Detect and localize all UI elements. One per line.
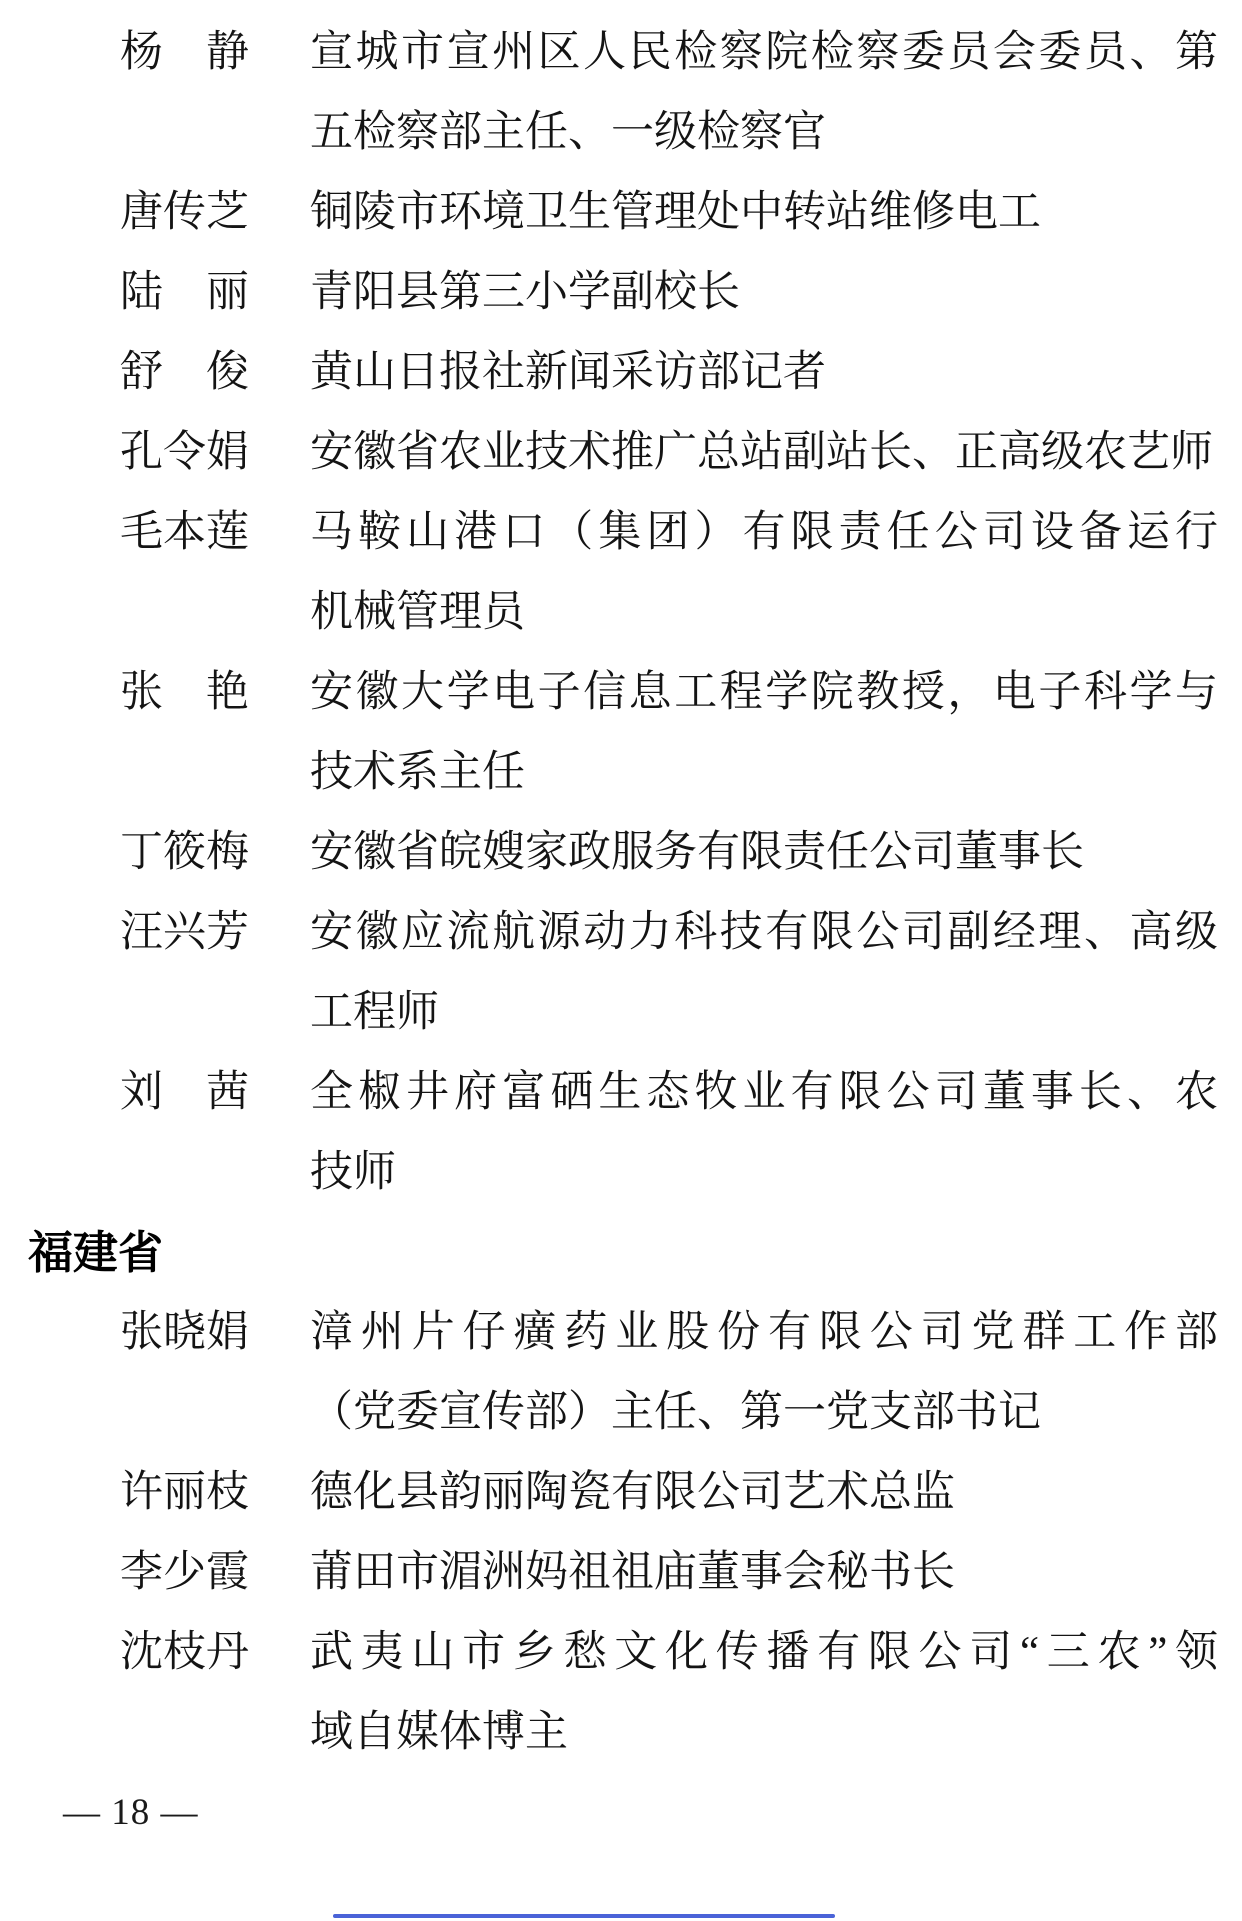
occupation-line: 安徽大学电子信息工程学院教授，电子科学与 bbox=[310, 669, 1218, 716]
entry-occupation bbox=[310, 333, 1218, 413]
entry-occupation bbox=[310, 813, 1218, 893]
entry-name: 舒 俊 bbox=[120, 349, 249, 396]
occupation-line: 工程师 bbox=[310, 989, 439, 1036]
entry-name: 唐传芝 bbox=[120, 189, 249, 236]
occupation-line: 武夷山市乡愁文化传播有限公司“三农”领 bbox=[310, 1629, 1218, 1676]
entry-name: 李少霞 bbox=[120, 1549, 249, 1596]
entry-name: 汪兴芳 bbox=[120, 909, 249, 956]
occupation-line: 安徽省皖嫂家政服务有限责任公司董事长 bbox=[310, 829, 1084, 876]
occupation-line: 安徽省农业技术推广总站副站长、正高级农艺师 bbox=[310, 429, 1213, 476]
occupation-line: 莆田市湄洲妈祖祖庙董事会秘书长 bbox=[310, 1549, 955, 1596]
entry-occupation bbox=[310, 13, 1218, 173]
occupation-line: 宣城市宣州区人民检察院检察委员会委员、第 bbox=[310, 29, 1218, 76]
entry-name: 毛本莲 bbox=[120, 509, 249, 556]
page-number: — 18 — bbox=[63, 1792, 199, 1833]
roster-entry bbox=[0, 253, 1242, 333]
entry-occupation bbox=[310, 413, 1218, 493]
entry-name: 张晓娟 bbox=[120, 1309, 249, 1356]
occupation-line: 漳州片仔癀药业股份有限公司党群工作部 bbox=[310, 1309, 1218, 1356]
occupation-line: 青阳县第三小学副校长 bbox=[310, 269, 740, 316]
entry-name: 陆 丽 bbox=[120, 269, 249, 316]
entry-name: 张 艳 bbox=[120, 669, 249, 716]
roster-entry bbox=[0, 1053, 1242, 1213]
occupation-line: 全椒井府富硒生态牧业有限公司董事长、农 bbox=[310, 1069, 1218, 1116]
entry-occupation bbox=[310, 1533, 1218, 1613]
entry-name: 刘 茜 bbox=[120, 1069, 249, 1116]
roster-list bbox=[0, 13, 1242, 1773]
roster-entry bbox=[0, 1613, 1242, 1773]
entry-occupation bbox=[310, 1053, 1218, 1213]
occupation-line: 安徽应流航源动力科技有限公司副经理、高级 bbox=[310, 909, 1218, 956]
roster-entry bbox=[0, 173, 1242, 253]
entry-name: 沈枝丹 bbox=[120, 1629, 249, 1676]
occupation-line: 铜陵市环境卫生管理处中转站维修电工 bbox=[310, 189, 1041, 236]
roster-entry bbox=[0, 813, 1242, 893]
occupation-line: 五检察部主任、一级检察官 bbox=[310, 109, 826, 156]
entry-name: 杨 静 bbox=[120, 29, 249, 76]
roster-entry bbox=[0, 333, 1242, 413]
entry-occupation bbox=[310, 893, 1218, 1053]
entry-occupation bbox=[310, 253, 1218, 333]
occupation-line: 技术系主任 bbox=[310, 749, 525, 796]
roster-entry bbox=[0, 1293, 1242, 1453]
entry-occupation bbox=[310, 173, 1218, 253]
section-header: 福建省 bbox=[28, 1227, 164, 1278]
roster-entry bbox=[0, 13, 1242, 173]
entry-name: 孔令娟 bbox=[120, 429, 249, 476]
entry-occupation bbox=[310, 1293, 1218, 1453]
occupation-line: 技师 bbox=[310, 1149, 396, 1196]
occupation-line: 域自媒体博主 bbox=[310, 1709, 568, 1756]
roster-entry bbox=[0, 413, 1242, 493]
roster-entry bbox=[0, 893, 1242, 1053]
entry-name: 许丽枝 bbox=[120, 1469, 249, 1516]
roster-entry bbox=[0, 493, 1242, 653]
entry-occupation bbox=[310, 493, 1218, 653]
occupation-line: 机械管理员 bbox=[310, 589, 525, 636]
roster-entry bbox=[0, 1453, 1242, 1533]
entry-name: 丁筱梅 bbox=[120, 829, 249, 876]
roster-entry bbox=[0, 1533, 1242, 1613]
occupation-line: 黄山日报社新闻采访部记者 bbox=[310, 349, 826, 396]
roster-entry bbox=[0, 653, 1242, 813]
occupation-line: 马鞍山港口（集团）有限责任公司设备运行 bbox=[310, 509, 1218, 556]
entry-occupation bbox=[310, 1453, 1218, 1533]
occupation-line: （党委宣传部）主任、第一党支部书记 bbox=[310, 1389, 1041, 1436]
occupation-line: 德化县韵丽陶瓷有限公司艺术总监 bbox=[310, 1469, 955, 1516]
entry-occupation bbox=[310, 653, 1218, 813]
footer-accent-line bbox=[333, 1914, 835, 1918]
entry-occupation bbox=[310, 1613, 1218, 1773]
